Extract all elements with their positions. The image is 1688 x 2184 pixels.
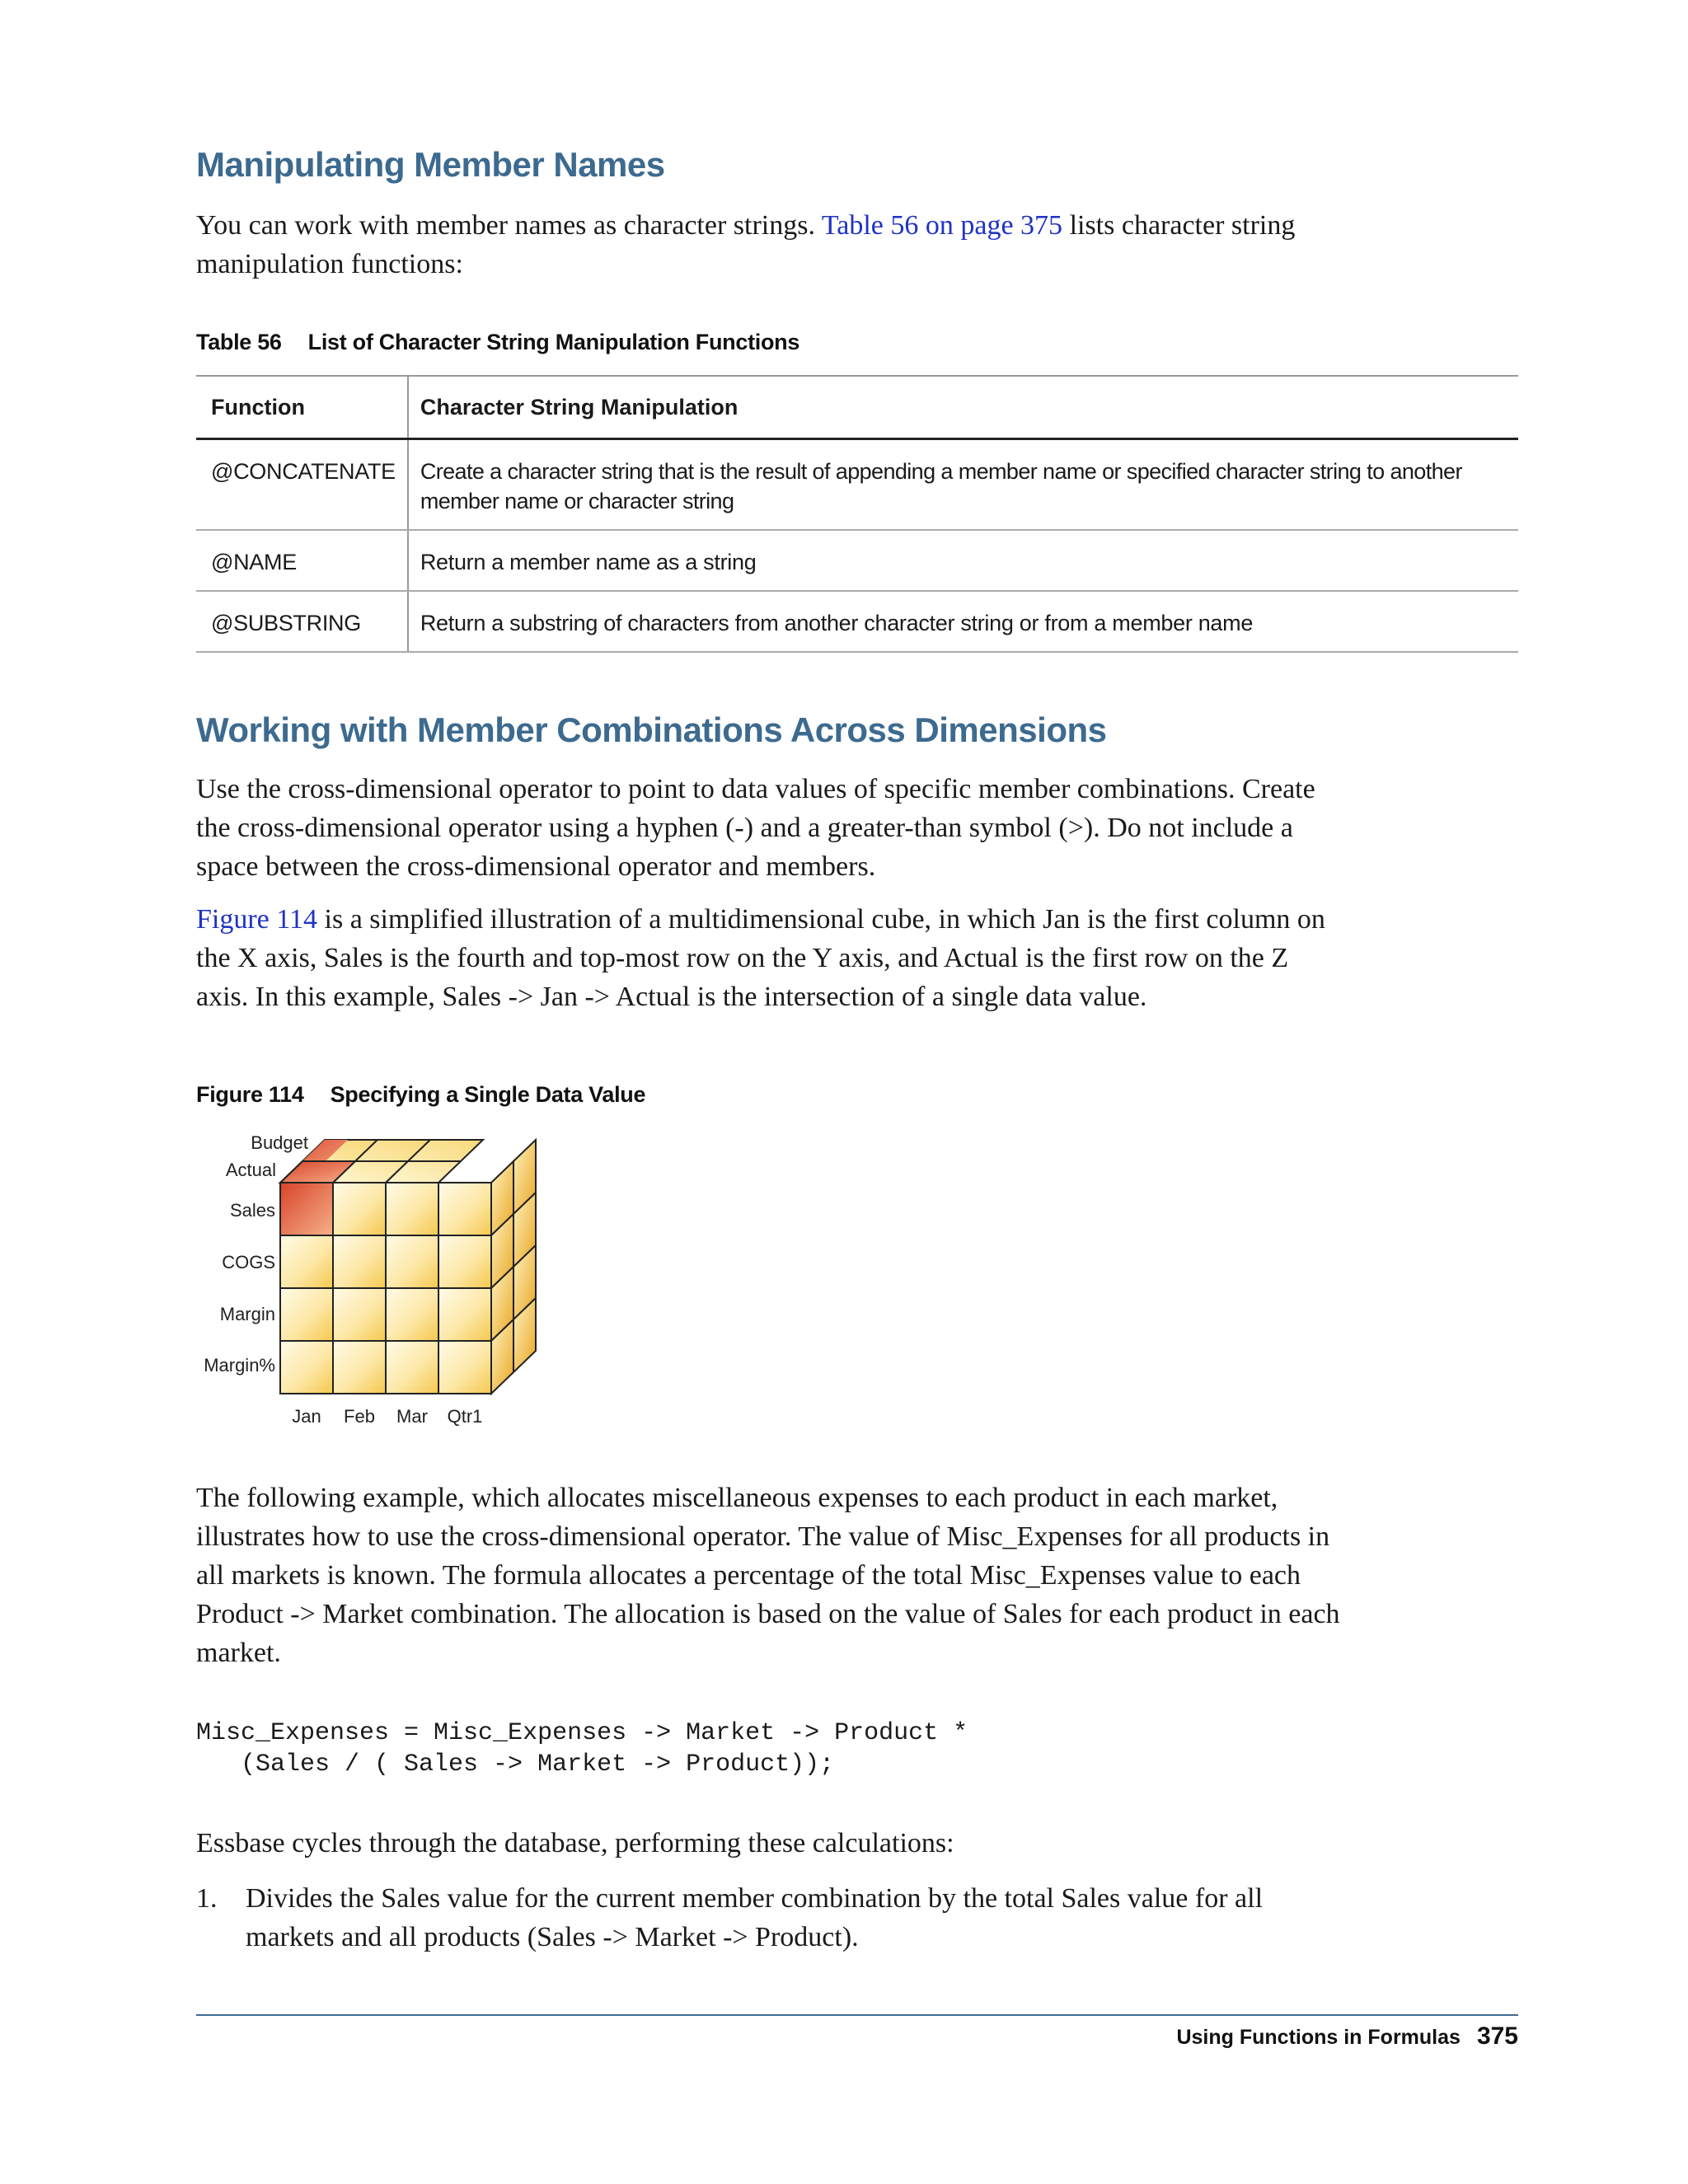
code-line-2: (Sales / ( Sales -> Market -> Product)); [196, 1750, 835, 1779]
page-footer [1176, 2022, 1518, 2050]
table-row [196, 439, 1518, 531]
cube-front-face [280, 1183, 491, 1394]
multidimensional-cube-figure [195, 1129, 541, 1434]
table-row [196, 530, 1518, 591]
table-56-link[interactable]: Table 56 on page 375 [821, 210, 1063, 241]
function-description: Return a member name as a string [408, 530, 1518, 591]
sales-jan-actual-cell [280, 1183, 333, 1235]
footer-title: Using Functions in Formulas [1176, 2026, 1461, 2049]
y-label-margin-pct: Margin% [204, 1355, 275, 1376]
table-caption-title: List of Character String Manipulation Functions [307, 330, 800, 354]
footer-rule [196, 2014, 1518, 2016]
table-caption-number: Table 56 [196, 330, 282, 354]
figure-caption-number: Figure 114 [196, 1082, 304, 1107]
page-number: 375 [1476, 2022, 1518, 2050]
list-item-text: Divides the Sales value for the current member combination by the total Sales value for all markets and all products (Sales -> Market -> Product). [246, 1883, 1264, 1952]
table-row [196, 591, 1518, 652]
list-item-number: 1. [196, 1883, 218, 1914]
section-heading-member-names: Manipulating Member Names [196, 145, 665, 184]
intro-paragraph [196, 206, 1334, 284]
cube-top-face [280, 1140, 483, 1183]
function-description: Create a character string that is the result of appending a member name or specified character string to another member name or character string [408, 439, 1518, 531]
y-label-cogs: COGS [222, 1252, 275, 1272]
x-label-feb: Feb [344, 1406, 375, 1427]
table-caption [196, 330, 799, 355]
function-description: Return a substring of characters from another character string or from a member name [408, 591, 1518, 652]
y-label-margin: Margin [219, 1304, 275, 1324]
header-manipulation: Character String Manipulation [408, 376, 1518, 439]
figure-ref-paragraph [196, 900, 1342, 1016]
code-line-1: Misc_Expenses = Misc_Expenses -> Market -> Product * [196, 1719, 968, 1747]
string-functions-table [196, 375, 1518, 653]
function-name: @CONCATENATE [196, 439, 408, 531]
y-label-sales: Sales [229, 1200, 275, 1221]
function-name: @NAME [196, 530, 408, 591]
essbase-paragraph: Essbase cycles through the database, performing these calculations: [196, 1828, 954, 1858]
cross-dim-paragraph: Use the cross-dimensional operator to point to data values of specific member combinations. Create the cross-dimensional operator using a hyphen (-) and a greater-than symbol (>). Do not include a space between the cross-dimensional operator and members. [196, 774, 1315, 882]
x-label-mar: Mar [396, 1406, 428, 1427]
intro-text-end: lists character string manipulation functions: [196, 210, 1296, 279]
figure-caption [196, 1082, 645, 1108]
allocation-paragraph: The following example, which allocates miscellaneous expenses to each product in each market, illustrates how to use the cross-dimensional operator. The value of Misc_Expenses for all products in all markets is known. The formula allocates a percentage of the total Misc_Expenses value to each Product -> Market combination. The allocation is based on the value of Sales for each product in each market. [196, 1483, 1340, 1668]
header-function: Function [196, 376, 408, 439]
function-name: @SUBSTRING [196, 591, 408, 652]
cube-side-face [491, 1140, 536, 1394]
figure-ref-text: is a simplified illustration of a multidimensional cube, in which Jan is the first column on the X axis, Sales is the fourth and top-most row on the Y axis, and Actual is the first row on the Z axis. In this example, Sales -> Jan -> Actual is the intersection of a single data value. [196, 904, 1325, 1012]
figure-caption-title: Specifying a Single Data Value [330, 1082, 646, 1107]
section-heading-member-combinations: Working with Member Combinations Across Dimensions [196, 710, 1107, 749]
intro-text: You can work with member names as character strings. [196, 210, 822, 241]
x-label-jan: Jan [292, 1406, 321, 1427]
table-header-row [196, 376, 1518, 439]
z-label-actual: Actual [225, 1160, 276, 1180]
z-label-budget: Budget [251, 1132, 308, 1153]
x-label-qtr1: Qtr1 [447, 1406, 483, 1427]
figure-114-link[interactable]: Figure 114 [196, 904, 318, 935]
